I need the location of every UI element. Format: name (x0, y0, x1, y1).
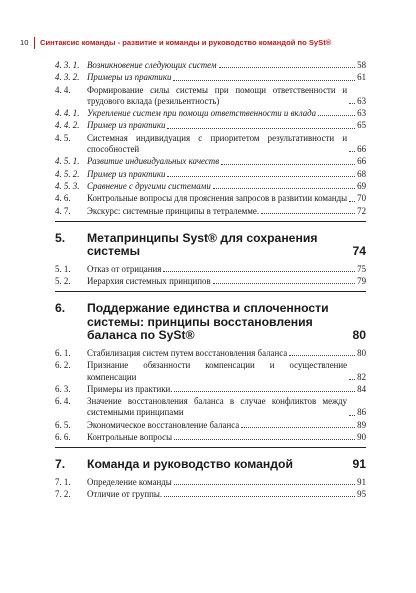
toc-page-number: 66 (357, 156, 366, 167)
toc-leader-dots (167, 128, 355, 129)
toc-entry-title: Примеры из практики. (87, 383, 173, 394)
toc-page-number: 80 (352, 328, 366, 343)
toc-page-number: 65 (357, 120, 366, 131)
toc-page-number: 74 (352, 244, 366, 259)
toc-section-number: 4. 4. 1. (55, 108, 80, 119)
toc-entry-title: Пример из практики (87, 120, 166, 131)
toc-section-number: 6. 4. (55, 396, 71, 407)
toc-leader-dots (261, 213, 355, 214)
toc-page-number: 90 (357, 432, 366, 443)
toc-page-number: 70 (357, 193, 366, 204)
toc-entry[interactable] (55, 477, 366, 488)
toc-page-number: 75 (357, 263, 366, 274)
toc-entry[interactable] (55, 193, 366, 204)
toc-leader-dots (173, 80, 355, 81)
toc-chapter-block (55, 221, 366, 259)
toc-entry[interactable] (55, 120, 366, 131)
toc-section-number: 7. 1. (55, 476, 71, 487)
toc-entry-title: Экономическое восстановление баланса (87, 419, 240, 430)
toc-entry-title: Пример из практики (87, 168, 166, 179)
toc-section-number: 4. 5. 2. (55, 168, 80, 179)
toc-entry[interactable] (55, 420, 366, 431)
toc-page-number: 68 (357, 168, 366, 179)
toc-entry-title: Отказ от отрицания (87, 263, 162, 274)
toc-leader-dots (349, 103, 355, 104)
toc-chapter-title: Поддержание единства и сплоченности системы: принципы восстановления баланса по SySt® (87, 301, 329, 343)
toc-section-number: 4. 4. (55, 84, 71, 95)
toc-leader-dots (163, 271, 355, 272)
toc-page-number: 69 (357, 180, 366, 191)
toc-section-number: 6. 5. (55, 419, 71, 430)
toc-entry-title: Примеры из практики (87, 72, 172, 83)
toc-page-number: 63 (357, 108, 366, 119)
chapter-divider (55, 447, 366, 448)
toc-entry-title: Системная индивидуация с приоритетом результативности и способностей (87, 132, 348, 155)
toc-entry-title: Контрольные вопросы (87, 432, 173, 443)
toc-entry[interactable] (55, 181, 366, 192)
toc-entry[interactable] (55, 384, 366, 395)
toc-leader-dots (289, 355, 355, 356)
toc-page-number: 95 (357, 489, 366, 500)
toc-leader-dots (221, 164, 355, 165)
toc-page-number: 63 (357, 95, 366, 106)
toc-entry[interactable] (55, 60, 366, 71)
toc-page-number: 91 (357, 476, 366, 487)
chapter-divider (55, 221, 366, 222)
toc-section-number: 4. 6. (55, 193, 71, 204)
toc-chapter[interactable] (55, 458, 366, 472)
toc-section-number: 4. 3. 1. (55, 60, 80, 70)
toc-page-number: 58 (357, 60, 366, 70)
table-of-contents (55, 60, 366, 501)
toc-page-number: 66 (357, 144, 366, 155)
toc-entry-title: Иерархия системных принципов (87, 276, 211, 287)
toc-leader-dots (349, 415, 355, 416)
toc-entry[interactable] (55, 348, 366, 359)
toc-entry[interactable] (55, 156, 366, 167)
toc-leader-dots (219, 67, 356, 68)
toc-leader-dots (174, 439, 355, 440)
toc-entry-title: Формирование силы системы при помощи ответственности и трудового вклада (резильентность) (87, 84, 348, 106)
running-header-title: Синтаксис команды - развитие и команды и руководство командой по SySt® (40, 38, 332, 47)
chapter-divider (55, 291, 366, 292)
toc-section-number: 6. 2. (55, 360, 71, 371)
toc-page-number: 82 (357, 371, 366, 382)
toc-section-number: 4. 7. (55, 205, 71, 216)
toc-section-number: 4. 5. 3. (55, 180, 80, 191)
toc-chapter[interactable] (55, 302, 366, 343)
toc-section-number: 6. 6. (55, 432, 71, 443)
toc-entry[interactable] (55, 360, 366, 383)
toc-chapter-block (55, 291, 366, 343)
toc-entry[interactable] (55, 489, 366, 500)
toc-section-number: 6. 3. (55, 383, 71, 394)
toc-page-number: 84 (357, 383, 366, 394)
toc-section-number: 5. (55, 230, 66, 245)
toc-section-number: 5. 2. (55, 276, 71, 287)
toc-section-number: 5. 1. (55, 263, 71, 274)
toc-entry[interactable] (55, 206, 366, 217)
toc-page-number: 86 (357, 407, 366, 418)
toc-entry[interactable] (55, 276, 366, 287)
toc-leader-dots (213, 283, 355, 284)
toc-entry-title: Признание обязанности компенсации и осуществление компенсации (87, 360, 348, 382)
toc-chapter-title: Метапринципы Syst® для сохранения системы (87, 230, 318, 259)
page-number: 10 (20, 38, 29, 47)
toc-section-number: 4. 5. 1. (55, 156, 80, 167)
toc-entry-title: Стабилизация систем путем восстановления баланса (87, 347, 288, 358)
toc-leader-dots (213, 188, 355, 189)
toc-page-number: 91 (352, 457, 366, 472)
toc-section-number: 4. 5. (55, 132, 71, 143)
toc-entry[interactable] (55, 108, 366, 119)
toc-leader-dots (164, 496, 355, 497)
toc-entry-title: Значение восстановления баланса в случае конфликтов между системными принципами (87, 396, 348, 418)
toc-chapter-title: Команда и руководство командой (87, 457, 293, 472)
toc-page-number: 72 (357, 205, 366, 216)
toc-entry-title: Экскурс: системные принципы в тетралемме. (87, 205, 260, 216)
toc-entry-title: Сравнение с другими системами (87, 180, 211, 191)
toc-entry[interactable] (55, 264, 366, 275)
toc-section-number: 7. (55, 457, 66, 472)
toc-entry[interactable] (55, 432, 366, 443)
toc-chapter[interactable] (55, 232, 366, 259)
toc-section-number: 7. 2. (55, 489, 71, 500)
toc-entry[interactable] (55, 396, 366, 419)
toc-entry-title: Определение команды (87, 476, 172, 487)
toc-page-number: 79 (357, 276, 366, 287)
toc-leader-dots (318, 115, 355, 116)
toc-leader-dots (174, 484, 355, 485)
toc-leader-dots (167, 176, 355, 177)
toc-section-number: 4. 3. 2. (55, 72, 80, 83)
toc-page-number: 80 (357, 347, 366, 358)
toc-chapter-block (55, 447, 366, 472)
toc-leader-dots (241, 427, 355, 428)
toc-entry-title: Контрольные вопросы для прояснения запросов в развитии команды (87, 193, 348, 204)
toc-entry-title: Укрепление систем при помощи ответственности и вклада (87, 108, 317, 119)
toc-entry[interactable] (55, 85, 366, 108)
toc-entry-title: Отличие от группы. (87, 489, 163, 500)
page-header (20, 36, 396, 50)
toc-section-number: 6. (55, 301, 66, 316)
toc-leader-dots (349, 151, 355, 152)
toc-entry[interactable] (55, 169, 366, 180)
toc-entry[interactable] (55, 72, 366, 83)
toc-page-number: 89 (357, 419, 366, 430)
toc-page-number: 61 (357, 72, 366, 83)
toc-leader-dots (349, 201, 355, 202)
header-separator (34, 37, 35, 49)
toc-section-number: 6. 1. (55, 347, 71, 358)
toc-leader-dots (174, 391, 355, 392)
toc-leader-dots (349, 379, 355, 380)
toc-entry-title: Развитие индивидуальных качеств (87, 156, 220, 167)
toc-section-number: 4. 4. 2. (55, 120, 80, 131)
toc-entry-title: Возникновение следующих систем (87, 60, 217, 70)
toc-entry[interactable] (55, 133, 366, 156)
